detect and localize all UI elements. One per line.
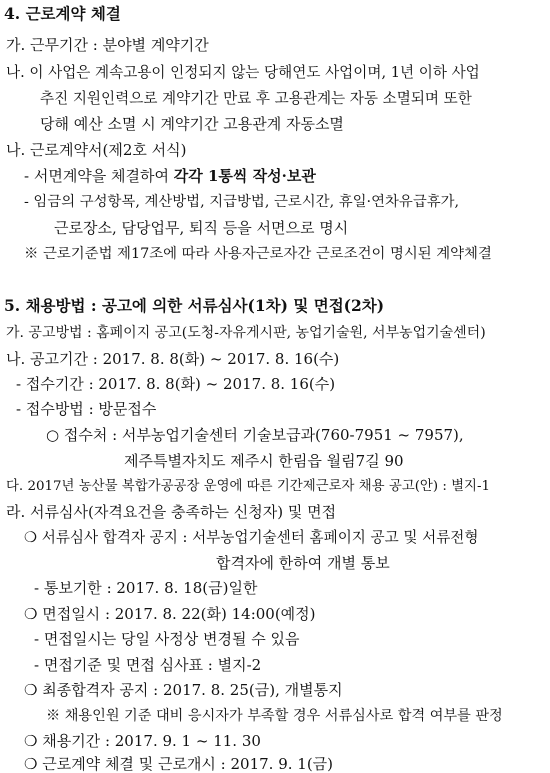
section-4-item-c-dash2-line2: 근로장소, 담당업무, 퇴직 등을 서면으로 명시 bbox=[54, 219, 349, 237]
section-4-item-c: 나. 근로계약서(제2호 서식) bbox=[6, 141, 187, 159]
section-4-item-c-dash2-line1: - 임금의 구성항목, 계산방법, 지급방법, 근로시간, 휴일·연차유급휴가, bbox=[24, 194, 460, 210]
section-4-item-a: 가. 근무기간 : 분야별 계약기간 bbox=[6, 36, 209, 54]
section-5-item-a: 가. 공고방법 : 홈페이지 공고(도청-자유게시판, 농업기술원, 서부농업기술센터) bbox=[6, 325, 486, 341]
section-5-item-d-circle1-line1: ❍ 서류심사 합격자 공지 : 서부농업기술센터 홈페이지 공고 및 서류전형 bbox=[24, 529, 479, 546]
section-5-item-d-circle4: ❍ 채용기간 : 2017. 9. 1 ~ 11. 30 bbox=[24, 732, 261, 750]
section-5-item-d-circle5: ❍ 근로계약 체결 및 근로개시 : 2017. 9. 1(금) bbox=[24, 755, 334, 773]
section-5-item-d-dash3: - 면접기준 및 면접 심사표 : 별지-2 bbox=[34, 656, 262, 674]
section-5-item-d-circle2: ❍ 면접일시 : 2017. 8. 22(화) 14:00(예정) bbox=[24, 605, 316, 623]
section-5-title: 5. 채용방법 : 공고에 의한 서류심사(1차) 및 면접(2차) bbox=[4, 296, 385, 315]
section-4-item-c-dash1-bold: 각각 1통씩 작성·보관 bbox=[173, 167, 316, 185]
section-5-item-d-note: ※ 채용인원 기준 대비 응시자가 부족할 경우 서류심사로 합격 여부를 판정 bbox=[46, 708, 503, 724]
section-4-item-c-dash1-text: - 서면계약을 체결하여 bbox=[24, 167, 174, 185]
section-5-item-d-dash2: - 면접일시는 당일 사정상 변경될 수 있음 bbox=[34, 630, 300, 648]
section-4-item-b-line3: 당해 예산 소멸 시 계약기간 고용관계 자동소멸 bbox=[40, 115, 344, 133]
section-4-title: 4. 근로계약 체결 bbox=[4, 4, 121, 23]
section-4-item-c-dash1 bbox=[24, 167, 316, 186]
section-5-item-d-circle3: ❍ 최종합격자 공지 : 2017. 8. 25(금), 개별통지 bbox=[24, 681, 343, 699]
section-5-item-b-dash2: - 접수방법 : 방문접수 bbox=[16, 400, 157, 418]
section-4-item-b-line1: 나. 이 사업은 계속고용이 인정되지 않는 당해연도 사업이며, 1년 이하 사업 bbox=[6, 64, 480, 81]
section-5-item-d-circle1-line2: 합격자에 한하여 개별 통보 bbox=[216, 554, 390, 572]
section-5-item-d-dash1: - 통보기한 : 2017. 8. 18(금)일한 bbox=[34, 579, 258, 597]
section-5-item-b-circle-line1: ○ 접수처 : 서부농업기술센터 기술보급과(760-7951 ~ 7957), bbox=[46, 426, 464, 444]
section-5-item-b-circle-line2: 제주특별자치도 제주시 한림읍 월림7길 90 bbox=[124, 452, 404, 470]
section-5-item-d: 라. 서류심사(자격요건을 충족하는 신청자) 및 면접 bbox=[6, 503, 337, 521]
section-5-item-b-dash1: - 접수기간 : 2017. 8. 8(화) ~ 2017. 8. 16(수) bbox=[16, 375, 336, 393]
section-5-item-b: 나. 공고기간 : 2017. 8. 8(화) ~ 2017. 8. 16(수) bbox=[6, 350, 340, 368]
section-4-note: ※ 근로기준법 제17조에 따라 사용자근로자간 근로조건이 명시된 계약체결 bbox=[24, 246, 492, 262]
section-5-item-c: 다. 2017년 농산물 복합가공공장 운영에 따른 기간제근로자 채용 공고(안) : 별지-1 bbox=[6, 479, 491, 494]
section-4-item-b-line2: 추진 지원인력으로 계약기간 만료 후 고용관계는 자동 소멸되며 또한 bbox=[40, 90, 472, 107]
